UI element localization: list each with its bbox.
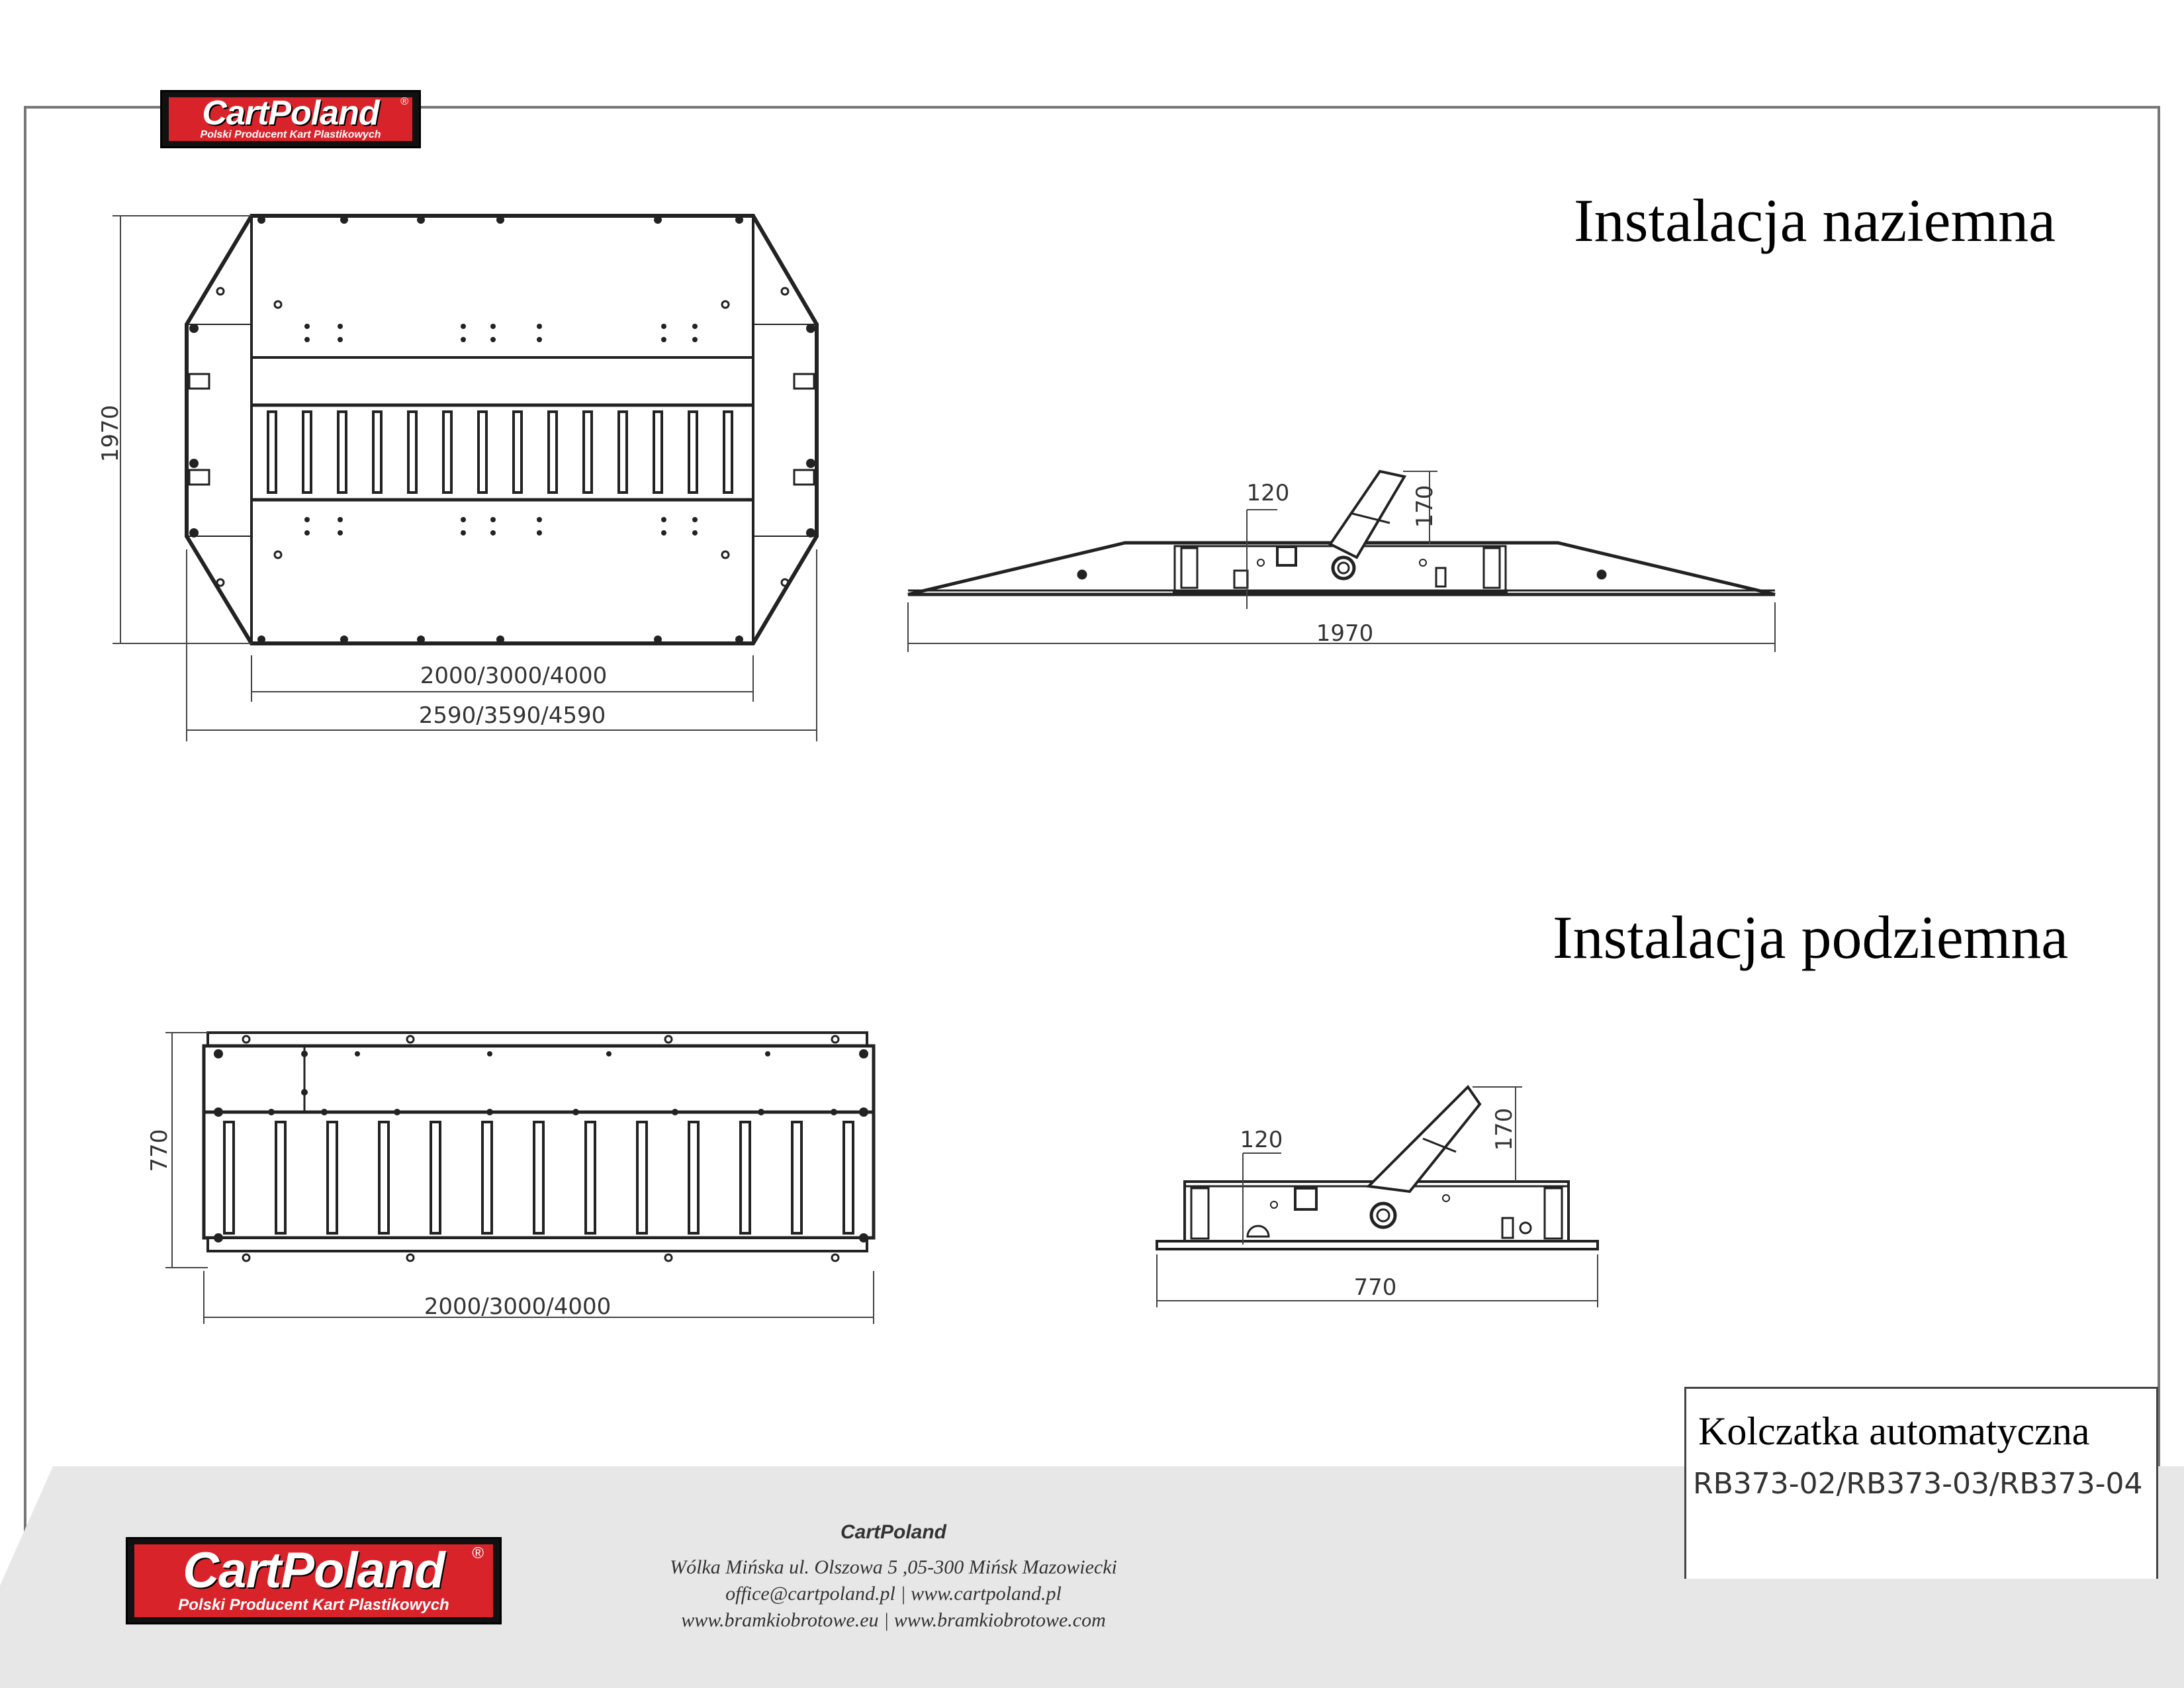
footer-address: Wólka Mińska ul. Olszowa 5 ,05-300 Mińsk Mazowiecki xyxy=(670,1556,1117,1578)
footer-logo-tagline: Polski Producent Kart Plastikowych xyxy=(178,1596,449,1614)
dim-top-outer-length: 2590/3590/4590 xyxy=(418,702,606,729)
header-logo-reg: ® xyxy=(400,96,408,107)
dim-side-ground-width: 1970 xyxy=(1316,620,1374,647)
title-block-model: RB373-02/RB373-03/RB373-04 xyxy=(1693,1467,2143,1501)
dim-top-inner-length: 2000/3000/4000 xyxy=(420,663,608,689)
dim-side-under-offset: 120 xyxy=(1240,1127,1283,1153)
title-block xyxy=(1684,1387,2158,1579)
footer-logo xyxy=(126,1537,502,1624)
dim-side-under-spike: 170 xyxy=(1491,1107,1518,1151)
dim-side-ground-spike: 170 xyxy=(1412,485,1438,528)
dim-side-ground-offset: 120 xyxy=(1246,480,1290,506)
heading-ground-installation: Instalacja naziemna xyxy=(1574,187,2056,254)
heading-underground-installation: Instalacja podziemna xyxy=(1553,904,2069,971)
dim-top-height: 1970 xyxy=(97,404,124,463)
footer-contact: office@cartpoland.pl | www.cartpoland.pl xyxy=(725,1583,1062,1605)
dim-bottom-height: 770 xyxy=(146,1129,173,1172)
footer-websites: www.bramkiobrotowe.eu | www.bramkiobrotowe.com xyxy=(681,1609,1106,1631)
top-view-underground xyxy=(165,1033,874,1324)
header-logo-name: CartPoland xyxy=(202,94,379,132)
dim-side-under-width: 770 xyxy=(1353,1274,1397,1301)
footer-logo-reg: ® xyxy=(472,1544,484,1562)
footer-company: CartPoland xyxy=(840,1521,947,1543)
header-logo-tagline: Polski Producent Kart Plastikowych xyxy=(200,129,381,140)
title-block-product: Kolczatka automatyczna xyxy=(1698,1409,2090,1453)
footer-logo-name: CartPoland xyxy=(183,1542,445,1599)
dim-bottom-length: 2000/3000/4000 xyxy=(424,1293,612,1320)
